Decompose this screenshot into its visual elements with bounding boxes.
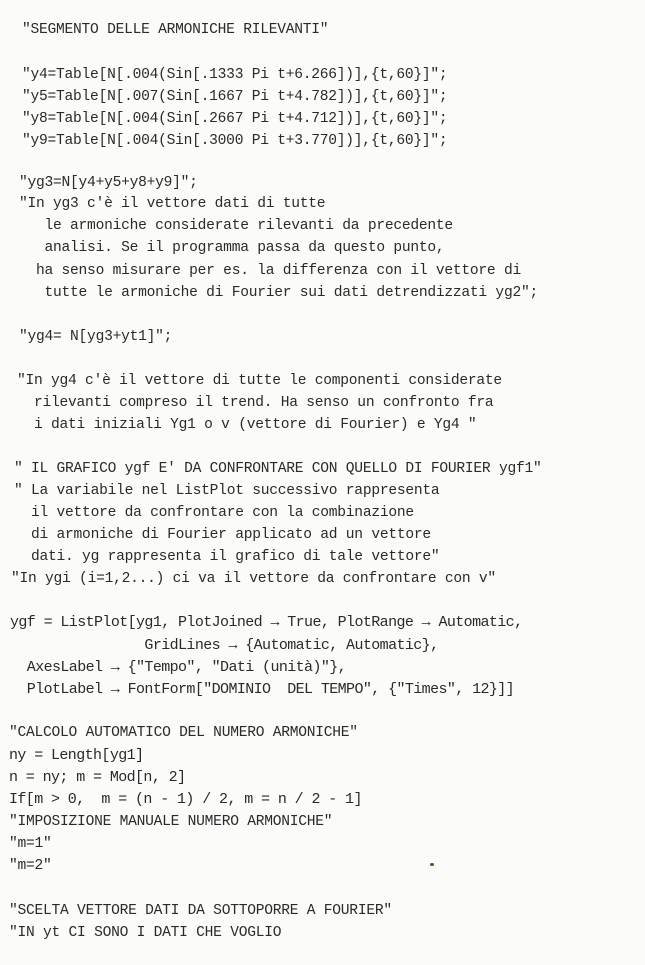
comment-line: rilevanti compreso il trend. Ha senso un confronto fra [17,395,494,411]
comment-line: i dati iniziali Yg1 o v (vettore di Fourier) e Yg4 " [17,417,477,433]
code-line-ny: ny = Length[yg1] [9,747,144,764]
code-line-gridlines: GridLines → {Automatic, Automatic}, [10,637,439,654]
section-title-auto-count: "CALCOLO AUTOMATICO DEL NUMERO ARMONICHE" [9,725,358,741]
code-line-y4: "y4=Table[N[.004(Sin[.1333 Pi t+6.266])],{t,60}]"; [22,67,448,83]
section-title-data-vector: "SCELTA VETTORE DATI DA SOTTOPORRE A FOURIER" [9,903,392,919]
code-line-m2: "m=2" [9,858,52,874]
comment-line: " IL GRAFICO ygf E' DA CONFRONTARE CON QUELLO DI FOURIER ygf1" [14,461,542,477]
comment-line: le armoniche considerate rilevanti da precedente [19,218,453,234]
comment-line: di armoniche di Fourier applicato ad un vettore [14,527,431,543]
comment-line: "IN yt CI SONO I DATI CHE VOGLIO [9,925,282,941]
code-line-yg4: "yg4= N[yg3+yt1]"; [19,329,173,345]
section-title-manual-count: "IMPOSIZIONE MANUALE NUMERO ARMONICHE" [9,814,333,830]
comment-line: ha senso misurare per es. la differenza con il vettore di [19,263,521,279]
code-line-mod: n = ny; m = Mod[n, 2] [9,769,186,786]
code-line-plotlabel: PlotLabel → FontForm["DOMINIO DEL TEMPO", {"Times", 12}]] [10,681,515,698]
code-line-axeslabel: AxesLabel → {"Tempo", "Dati (unità)"}, [10,659,347,676]
code-line-listplot: ygf = ListPlot[yg1, PlotJoined → True, PlotRange → Automatic, [10,614,523,631]
section-title-harmonics-segment: "SEGMENTO DELLE ARMONICHE RILEVANTI" [22,22,329,38]
comment-line: dati. yg rappresenta il grafico di tale vettore" [14,549,440,565]
code-line-if: If[m > 0, m = (n - 1) / 2, m = n / 2 - 1] [9,791,362,808]
code-line-yg3: "yg3=N[y4+y5+y8+y9]"; [19,175,198,191]
comment-line: analisi. Se il programma passa da questo punto, [19,240,445,256]
comment-line: tutte le armoniche di Fourier sui dati detrendizzati yg2"; [19,285,538,301]
code-line-y8: "y8=Table[N[.004(Sin[.2667 Pi t+4.712])],{t,60}]"; [22,111,448,127]
scan-speck [430,863,434,866]
comment-line: il vettore da confrontare con la combinazione [14,505,414,521]
comment-line: "In yg3 c'è il vettore dati di tutte [19,196,326,212]
code-line-m1: "m=1" [9,836,52,852]
code-line-y9: "y9=Table[N[.004(Sin[.3000 Pi t+3.770])],{t,60}]"; [22,133,448,149]
comment-line: "In ygi (i=1,2...) ci va il vettore da confrontare con v" [11,571,496,587]
comment-line: " La variabile nel ListPlot successivo rappresenta [14,483,440,499]
code-line-y5: "y5=Table[N[.007(Sin[.1667 Pi t+4.782])],{t,60}]"; [22,89,448,105]
comment-line: "In yg4 c'è il vettore di tutte le componenti considerate [17,373,502,389]
